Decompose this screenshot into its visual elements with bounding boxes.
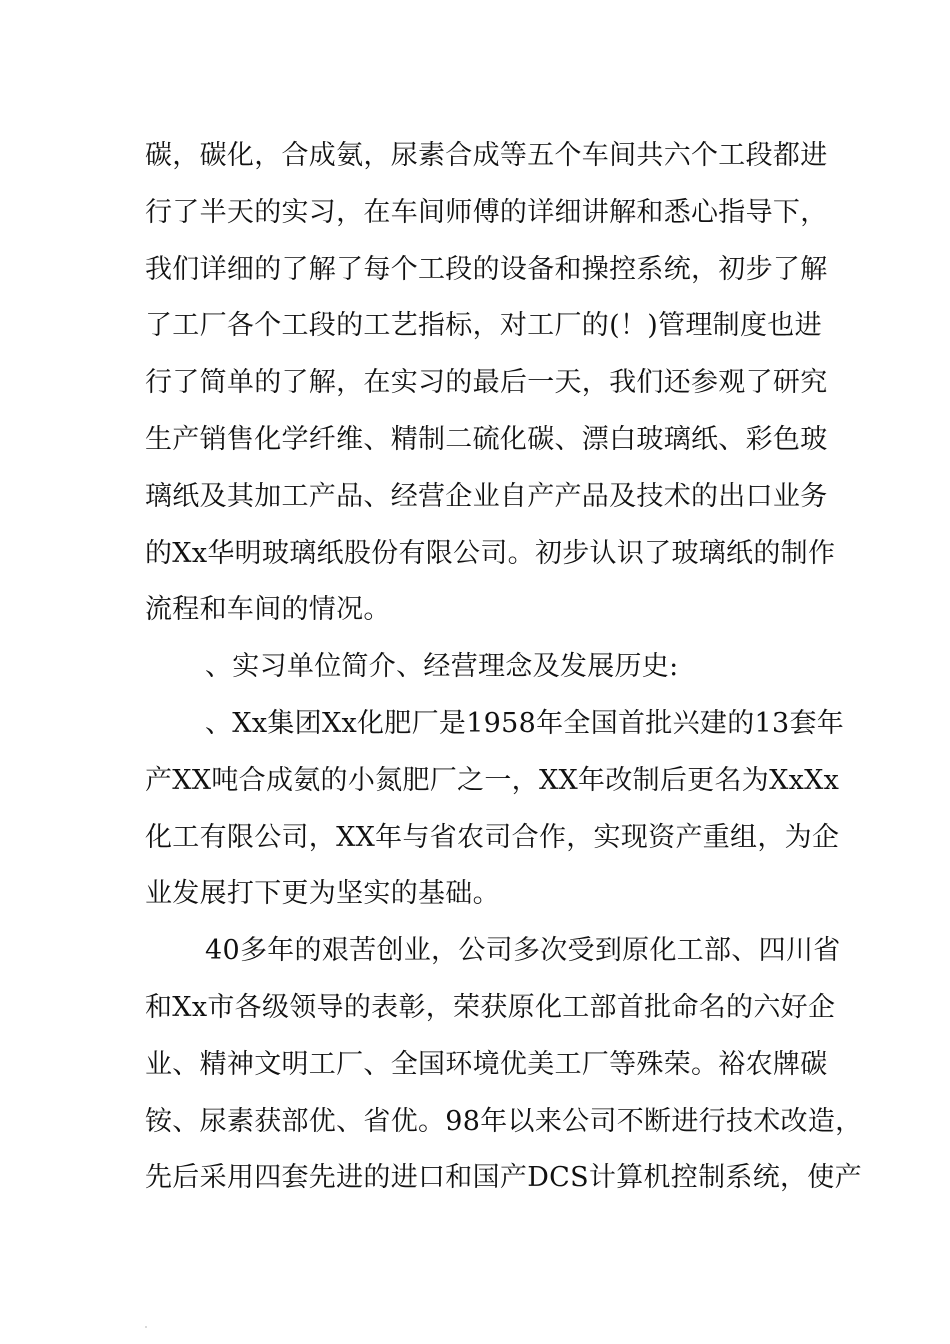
text-line: 先后采用四套先进的进口和国产DCS计算机控制系统，使产 [145,1162,862,1194]
text-line: 和Xx市各级领导的表彰，荣获原化工部首批命名的六好企 [145,991,836,1023]
text-line: 产XX吨合成氨的小氮肥厂之一，XX年改制后更名为XxXx [145,764,840,796]
page-mark [145,1326,147,1328]
text-line: 璃纸及其加工产品、经营企业自产产品及技术的出口业务 [145,480,828,512]
text-line: 流程和车间的情况。 [145,594,391,626]
text-line: 化工有限公司，XX年与省农司合作，实现资产重组，为企 [145,821,840,853]
text-line: 的Xx华明玻璃纸股份有限公司。初步认识了玻璃纸的制作 [145,537,836,569]
text-line: 业发展打下更为坚实的基础。 [145,878,500,910]
body-text [145,128,863,1207]
text-line: 业、精神文明工厂、全国环境优美工厂等殊荣。裕农牌碳 [145,1048,828,1080]
text-line: 了工厂各个工段的工艺指标，对工厂的(！)管理制度也进 [145,310,822,342]
text-line: 生产销售化学纤维、精制二硫化碳、漂白玻璃纸、彩色玻 [145,423,828,455]
text-line: 行了简单的了解，在实习的最后一天，我们还参观了研究 [145,367,828,399]
paragraph-start-line: 40多年的艰苦创业，公司多次受到原化工部、四川省 [205,935,841,967]
text-line: 铵、尿素获部优、省优。98年以来公司不断进行技术改造， [145,1105,863,1137]
text-line: 碳，碳化，合成氨，尿素合成等五个车间共六个工段都进 [145,140,828,171]
text-line: 我们详细的了解了每个工段的设备和操控系统，初步了解 [145,253,828,285]
section-heading: 、实习单位简介、经营理念及发展历史: [205,651,679,683]
paragraph-start-line: 、Xx集团Xx化肥厂是1958年全国首批兴建的13套年 [205,707,845,739]
text-line: 行了半天的实习，在车间师傅的详细讲解和悉心指导下， [145,196,828,228]
